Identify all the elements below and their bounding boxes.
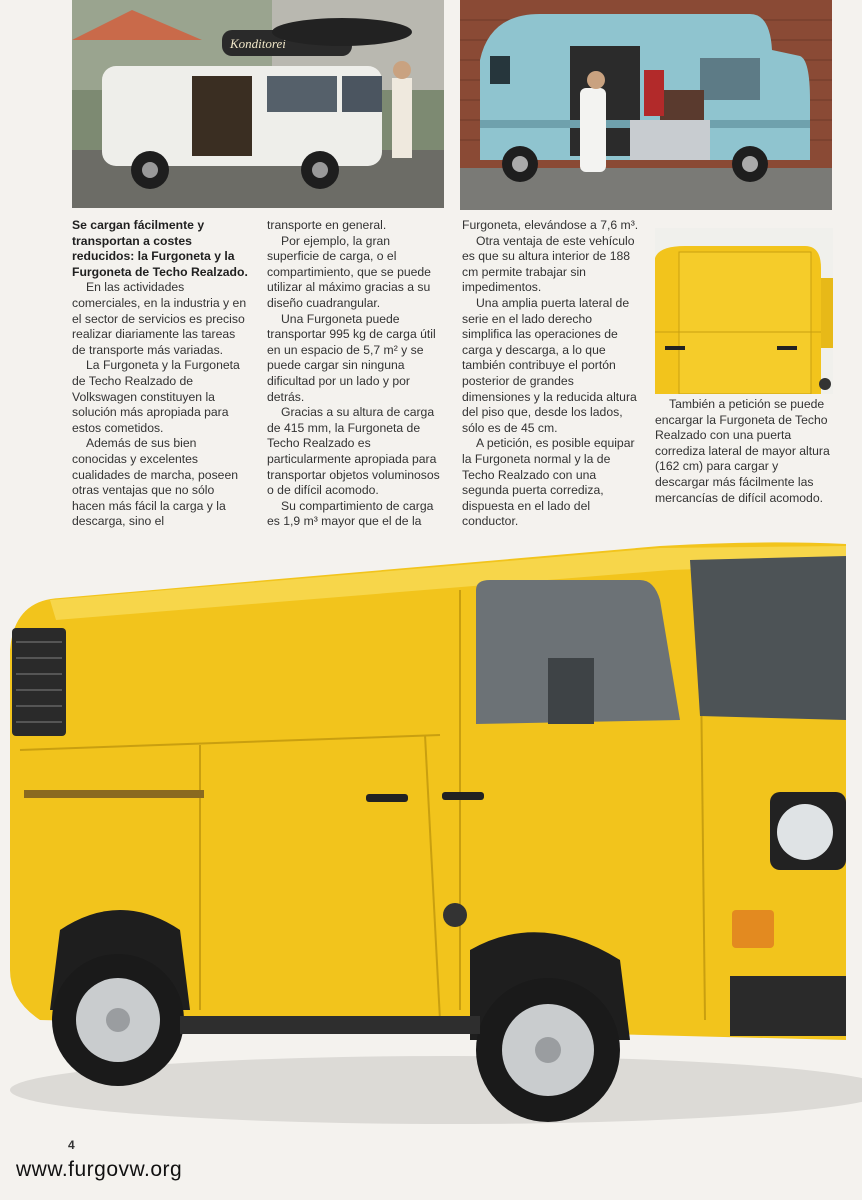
paragraph: La Furgoneta y la Furgoneta de Techo Realzado de Volkswagen constituyen la solución más apropiada para estos cometidos. bbox=[72, 358, 240, 435]
page-number: 4 bbox=[68, 1138, 75, 1152]
headline: Se cargan fácilmente y transportan a costes reducidos: la Furgoneta y la Furgoneta de Techo Realzado. bbox=[72, 218, 248, 279]
photo-white-van-bakery bbox=[72, 0, 444, 208]
photo-high-sliding-door bbox=[655, 228, 833, 394]
paragraph: Una amplia puerta lateral de serie en el lado derecho simplifica las operaciones de carga y descarga, a lo que también contribuye el portón posterior de grandes dimensiones y la reducida altura del piso que, desde los lados, sólo es de 45 cm. bbox=[462, 295, 637, 435]
text-column-1 bbox=[72, 218, 248, 530]
text-column-2 bbox=[267, 218, 445, 530]
text-column-3 bbox=[462, 218, 640, 530]
photo-caption: También a petición se puede encargar la Furgoneta de Techo Realzado con una puerta corrediza lateral de mayor altura (162 cm) para cargar y descargar más fácilmente las mercancías de difícil acomodo. bbox=[655, 397, 830, 505]
paragraph: En las actividades comerciales, en la industria y en el sector de servicios es preciso realizar diariamente las tareas de transporte más variadas. bbox=[72, 280, 247, 357]
photo-blue-van-highroof bbox=[460, 0, 832, 210]
bakery-sign: Konditorei bbox=[230, 36, 286, 51]
paragraph: Una Furgoneta puede transportar 995 kg de carga útil en un espacio de 5,7 m² y se puede cargar sin ninguna dificultad por un lado y por detrás. bbox=[267, 311, 436, 404]
paragraph: A petición, es posible equipar la Furgoneta normal y la de Techo Realzado con una segunda puerta corrediza, dispuesta en el lado del conductor. bbox=[462, 436, 635, 529]
paragraph: Por ejemplo, la gran superficie de carga, o el compartimiento, que se puede utilizar al máximo gracias a su diseño cuadrangular. bbox=[267, 233, 431, 310]
paragraph: Su compartimiento de carga es 1,9 m³ mayor que el de la bbox=[267, 498, 434, 529]
paragraph: Además de sus bien conocidas y excelentes cualidades de marcha, poseen otras ventajas que no sólo hacen más fácil la carga y la descarga, sino el bbox=[72, 436, 238, 529]
photo-yellow-van bbox=[0, 530, 862, 1130]
paragraph: Furgoneta, elevándose a 7,6 m³. bbox=[462, 218, 639, 232]
watermark: www.furgovw.org bbox=[16, 1158, 183, 1181]
paragraph: Otra ventaja de este vehículo es que su altura interior de 188 cm permite trabajar sin impedimentos. bbox=[462, 233, 635, 295]
paragraph: Gracias a su altura de carga de 415 mm, la Furgoneta de Techo Realzado es particularmente apropiada para transportar objetos voluminosos o de difícil acomodo. bbox=[267, 405, 440, 498]
paragraph: transporte en general. bbox=[267, 218, 387, 232]
